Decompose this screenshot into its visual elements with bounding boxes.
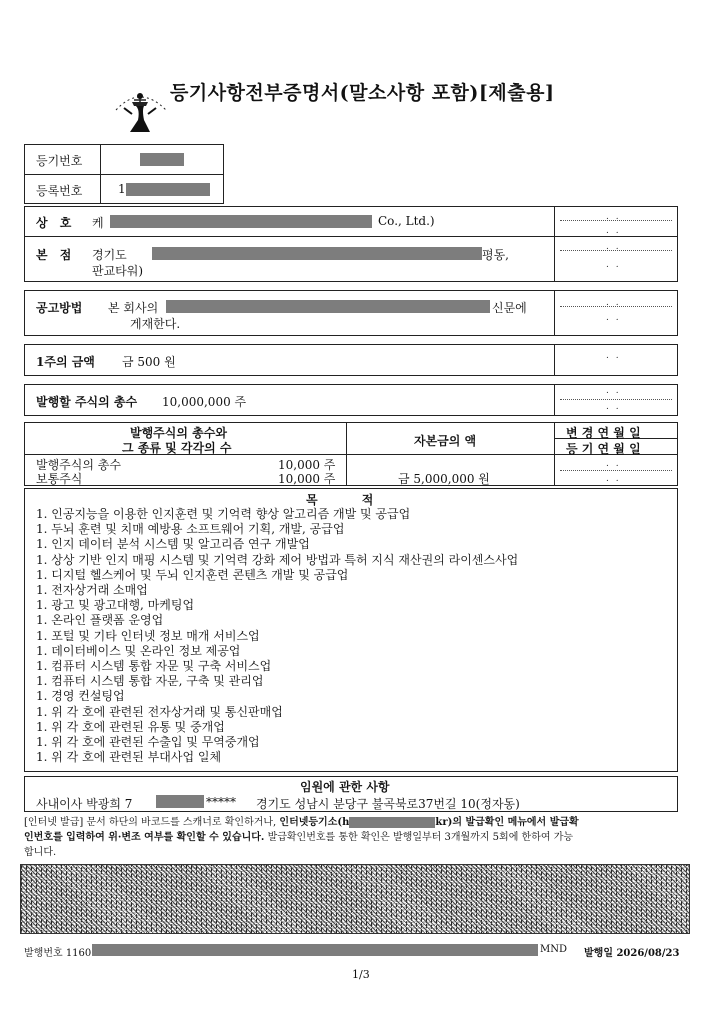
issued-row2-value: 10,000 주	[278, 472, 336, 486]
purpose-item: 1. 전자상거래 소매업	[36, 583, 148, 598]
document-title: 등기사항전부증명서(말소사항 포함)[제출용]	[170, 82, 555, 104]
issue-number-label: 발행번호 1160	[24, 948, 92, 959]
purpose-list	[36, 507, 518, 765]
share-price-label: 1주의 금액	[36, 355, 95, 369]
issued-head-col2: 자본금의 액	[414, 434, 477, 448]
purpose-item: 1. 위 각 호에 관련된 수출입 및 무역중개업	[36, 735, 260, 750]
notice-line2-b: 발급확인번호를 통한 확인은 발행일부터 3개월까지 5회에 한하여 가능	[267, 832, 574, 843]
officers-heading: 임원에 관한 사항	[300, 780, 390, 794]
purpose-item: 1. 컴퓨터 시스템 통합 자문, 구축 및 관리업	[36, 674, 264, 689]
company-name-suffix: Co., Ltd.)	[378, 214, 435, 228]
company-name-label: 상 호	[36, 216, 76, 230]
purpose-item: 1. 포털 및 기타 인터넷 정보 매개 서비스업	[36, 628, 260, 643]
issued-head-col3-line2: 등 기 연 월 일	[566, 442, 641, 456]
hq-suffix: 평동,	[482, 248, 509, 262]
hq-address-redaction	[152, 247, 482, 260]
purpose-item: 1. 경영 컨설팅업	[36, 689, 125, 704]
purpose-item: 1. 위 각 호에 관련된 유통 및 중개업	[36, 719, 225, 734]
purpose-item: 1. 상상 기반 인지 매핑 시스템 및 기억력 강화 제어 방법과 특허 지식 재산권의 라이센스사업	[36, 552, 519, 567]
officer-address: 경기도 성남시 분당구 불곡북로37번길 10(정자동)	[256, 797, 520, 811]
authorized-shares-value: 10,000,000 주	[162, 395, 247, 409]
company-name-prefix: 케	[92, 216, 104, 230]
authorized-shares-label: 발행할 주식의 총수	[36, 395, 138, 409]
issue-date: 발행일 2026/08/23	[584, 948, 680, 959]
officer-id-redaction	[156, 795, 204, 808]
purpose-item: 1. 위 각 호에 관련된 부대사업 일체	[36, 750, 222, 765]
capital-amount: 금 5,000,000 원	[398, 472, 490, 486]
purpose-item: 1. 두뇌 훈련 및 치매 예방용 소프트웨어 기획, 개발, 공급업	[36, 522, 345, 537]
issue-number-redaction	[92, 944, 538, 956]
hq-prefix: 경기도	[92, 248, 127, 262]
notice-line3: 합니다.	[24, 847, 57, 858]
purpose-item: 1. 디지털 헬스케어 및 두뇌 인지훈련 콘텐츠 개발 및 공급업	[36, 567, 349, 582]
corp-number-redaction	[126, 183, 210, 196]
court-seal-logo	[110, 80, 172, 134]
officer-line-prefix: 사내이사 박광희 7	[36, 797, 133, 811]
notice-redaction	[166, 300, 490, 313]
notice-line2-a: 인번호를 입력하여 위·변조 여부를 확인할 수 있습니다.	[24, 832, 265, 843]
issue-number-suffix: MND	[540, 944, 568, 955]
notice-line2: 게재한다.	[130, 317, 181, 331]
notice-line1-b: 인터넷등기소(h	[279, 817, 350, 828]
issued-head-col3-line1: 변 경 연 월 일	[566, 426, 641, 440]
issued-head-col1-line1: 발행주식의 총수와	[130, 426, 227, 440]
corp-number-prefix: 1	[118, 182, 126, 196]
notice-url-redaction	[349, 817, 435, 828]
registry-number-label: 등기번호	[36, 154, 83, 168]
issued-row1-label: 발행주식의 총수	[36, 458, 121, 472]
purpose-item: 1. 데이터베이스 및 온라인 정보 제공업	[36, 643, 241, 658]
hq-label: 본 점	[36, 248, 76, 262]
page-number: 1/3	[352, 968, 370, 981]
purpose-item: 1. 위 각 호에 관련된 전자상거래 및 통신판매업	[36, 704, 283, 719]
corp-number-label: 등록번호	[36, 184, 83, 198]
notice-line1-c: kr)의 발급확인 메뉴에서 발급확	[435, 817, 579, 828]
issued-head-col1-line2: 그 종류 및 각각의 수	[122, 441, 232, 455]
purpose-item: 1. 인지 데이터 분석 시스템 및 알고리즘 연구 개발업	[36, 537, 310, 552]
company-name-redaction	[110, 215, 372, 228]
purpose-item: 1. 온라인 플랫폼 운영업	[36, 613, 164, 628]
notice-line1-suffix: 신문에	[492, 301, 527, 315]
notice-line1-a: [인터넷 발급] 문서 하단의 바코드를 스캐너로 확인하거나,	[24, 817, 277, 828]
security-barcode	[20, 864, 690, 934]
hq-line2: 판교타워)	[92, 264, 144, 278]
issued-row1-value: 10,000 주	[278, 458, 336, 472]
notice-line1-prefix: 본 회사의	[108, 301, 159, 315]
registry-number-redaction	[140, 153, 184, 166]
officer-id-mask: *****	[206, 795, 236, 809]
notice-method-label: 공고방법	[36, 301, 83, 315]
internet-notice	[24, 815, 684, 860]
purpose-item: 1. 광고 및 광고대행, 마케팅업	[36, 598, 195, 613]
issued-row2-label: 보통주식	[36, 472, 83, 486]
purpose-item: 1. 인공지능을 이용한 인지훈련 및 기억력 향상 알고리즘 개발 및 공급업	[36, 507, 411, 521]
purpose-heading: 목 적	[306, 493, 374, 507]
court-seal-icon	[110, 80, 172, 134]
share-price-value: 금 500 원	[122, 355, 176, 369]
purpose-item: 1. 컴퓨터 시스템 통합 자문 및 구축 서비스업	[36, 659, 272, 674]
